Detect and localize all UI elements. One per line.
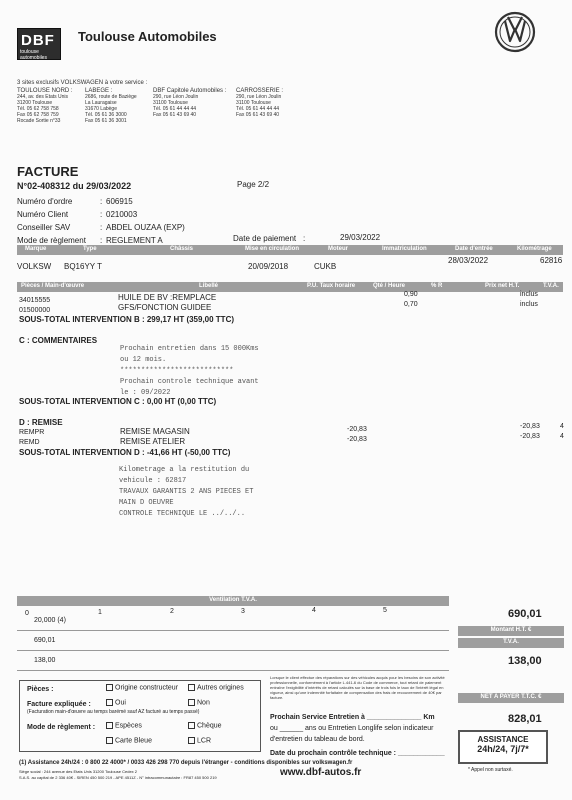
remise-tva: 4 4 — [560, 423, 564, 440]
remise-codes: REMPR REMD — [19, 429, 45, 446]
payment-date-value: 29/03/2022 — [340, 233, 381, 242]
tva-label-bar — [458, 638, 564, 648]
vehicle-mileage: 62816 — [540, 256, 563, 265]
vw-logo-icon — [494, 11, 536, 53]
invoice-fields-labels: Numéro d'ordre Numéro Client Conseiller SAV Mode de règlement — [17, 197, 86, 245]
remise-pu: -20,83 -20,83 — [347, 426, 367, 443]
footer-legal: S.A.S. au capital de 2 336 40€ - SIREN 450 500 219 - APE 4511Z - N° intracommunautaire : FR87 450 500 219 — [19, 775, 217, 780]
mode-label: Mode de règlement : — [27, 724, 96, 731]
invoice-number: N°02-408312 du 29/03/2022 — [17, 181, 132, 191]
item-qty: 0,90 — [404, 291, 418, 298]
ttc-value: 828,01 — [508, 713, 542, 725]
comments-title: C : COMMENTAIRES — [19, 336, 98, 345]
notes-text: Kilometrage a la restitution du vehicule : 62817 TRAVAUX GARANTIS 2 ANS PIECES ET MAIN D OEUVRE CONTROLE TECHNIQUE LE ../../.. — [119, 466, 254, 518]
footer-assistance: (1) Assistance 24h/24 : 0 800 22 4000* / 0033 426 298 770 depuis l'étranger - conditions disponibles sur volkswagen.fr — [19, 760, 353, 766]
comments-text: Prochain entretien dans 15 000Kms ou 12 mois. *************************** Prochain controle technique avant le : 09/2022 — [120, 345, 259, 397]
checkbox-icon — [106, 699, 113, 706]
vehicle-registration-date: 20/09/2018 — [248, 262, 289, 271]
vent-rate: 20,000 (4) — [34, 617, 66, 624]
footer-url[interactable]: www.dbf-autos.fr — [280, 767, 362, 778]
total-ht-label: Montant H.T. € — [490, 627, 532, 633]
invoice-fields-values: 606915 0210003 ABDEL OUZAA (EXP) REGLEMENT A — [106, 197, 185, 245]
checkbox-icon — [188, 699, 195, 706]
facture-oui-checkbox[interactable]: Oui — [106, 699, 126, 706]
assistance-note: * Appel non surtaxé. — [468, 767, 513, 773]
mode-lcr-checkbox[interactable]: LCR — [188, 737, 211, 744]
site-carrosserie: CARROSSERIE : 290, rue Léon Joulin 31100 Toulouse Tél. 05 61 44 44 44 Fax 05 61 43 69 40 — [236, 88, 284, 118]
sites-intro: 3 sites exclusifs VOLKSWAGEN à votre service : — [17, 80, 148, 86]
vent-col-2: 2 — [170, 608, 174, 615]
items-header: Pièces / Main-d'œuvre Libellé P.U. Taux horaire Qté / Heure % R Prix net H.T. T.V.A. — [17, 282, 563, 292]
vehicle-entry-date: 28/03/2022 — [448, 256, 489, 265]
vent-col-3: 3 — [241, 608, 245, 615]
pieces-autres-checkbox[interactable]: Autres origines — [188, 684, 244, 691]
total-ht-label-bar — [458, 626, 564, 636]
legal-text: Lorsque le client effectue des réparations sur des véhicules acquis pour les besoins de son activité professionnelle, conformément à l'article L.441-6 du Code de commerce, tout retard de paiement entraîne l'exigibilité d'intérêts de retard calculés sur la base de trois fois le taux de l'intérêt légal en vigueur, ainsi qu'une indemnité forfaitaire de compensation des frais de recouvrement de 40€ par facture. — [270, 675, 445, 700]
vehicle-engine: CUKB — [314, 262, 337, 271]
item-price: inclus — [520, 291, 538, 298]
facture-note: (Facturation main-d'œuvre au temps barémé sauf AZ facturé au temps passé) — [27, 709, 200, 715]
invoice-title: FACTURE — [17, 164, 79, 179]
checkbox-icon — [106, 684, 113, 691]
item-price: inclus — [520, 301, 538, 308]
checkbox-icon — [188, 722, 195, 729]
items-codes — [19, 296, 50, 316]
payment-date-sep: : — [303, 234, 306, 243]
dbf-logo: DBF toulouse automobiles — [17, 28, 61, 60]
site-labege: LABEGE : 2686, route de Baziège La Lauragaise 31670 Labège Tél. 05 61 36 3000 Fax 05 61 36 3001 — [85, 88, 137, 124]
vent-tva: 138,00 — [34, 657, 56, 664]
mode-cb-checkbox[interactable]: Carte Bleue — [106, 737, 152, 744]
remise-prices: -20,83 -20,83 — [520, 423, 540, 440]
ttc-label-bar — [458, 693, 564, 703]
item-label: HUILE DE BV :REMPLACE — [118, 293, 217, 302]
assistance-box — [458, 730, 548, 764]
vent-divider — [17, 650, 449, 651]
service-info: Prochain Service Entretien à ______________ Km ou ______ ans ou Entretien Longlife selon indicateur d'entretien du tableau de bord. Date du prochain contrôle technique : ____________ — [270, 714, 445, 757]
footer-siege: Siège social : 244 avenue des Etats Unis 31200 Toulouse Cedex 2 — [19, 769, 138, 774]
total-ht-value: 690,01 — [508, 608, 542, 620]
assistance-title: ASSISTANCE — [477, 735, 529, 744]
items-labels — [118, 293, 216, 313]
checkbox-icon — [106, 722, 113, 729]
pieces-origine-checkbox[interactable]: Origine constructeur — [106, 684, 178, 691]
item-code: 34015555 — [19, 297, 51, 304]
checkbox-icon — [188, 684, 195, 691]
vehicle-brand: VOLKSW — [17, 262, 52, 271]
vent-col-5: 5 — [383, 607, 387, 614]
vehicle-header: Marque Type Châssis Mise en circulation Moteur Immatriculation Date d'entrée Kilométrage — [17, 245, 563, 255]
site-nord: TOULOUSE NORD : 244, av. des Etats Unis 31200 Toulouse Tél. 05 62 758 758 Fax 05 62 758 759 Rocade Sortie n°33 — [17, 88, 73, 124]
vent-col-0: 0 — [25, 610, 29, 617]
assistance-hours: 24h/24, 7j/7* — [477, 744, 529, 754]
item-code: 01500000 — [19, 307, 51, 314]
remise-labels: REMISE MAGASIN REMISE ATELIER — [120, 427, 190, 446]
ventilation-header: Ventilation T.V.A. — [17, 596, 449, 606]
vent-base: 690,01 — [34, 637, 56, 644]
item-qty: 0,70 — [404, 301, 418, 308]
payment-date-label: Date de paiement — [233, 234, 297, 243]
vent-divider — [17, 670, 449, 671]
site-capitole: DBF Capitole Automobiles : 290, rue Léon Joulin 31100 Toulouse Tél. 05 61 44 44 44 Fax 05 61 43 69 40 — [153, 88, 227, 118]
vehicle-type: BQ16YY T — [64, 262, 102, 271]
pieces-label: Pièces : — [27, 686, 54, 693]
items-price — [520, 290, 538, 310]
page-number: Page 2/2 — [237, 180, 270, 189]
tva-label: T.V.A. — [503, 639, 519, 645]
checkbox-icon — [188, 737, 195, 744]
subtotal-d: SOUS-TOTAL INTERVENTION D : -41,66 HT (-50,00 TTC) — [19, 448, 231, 457]
vent-col-4: 4 — [312, 607, 316, 614]
mode-especes-checkbox[interactable]: Espèces — [106, 722, 142, 729]
item-label: GFS/FONCTION GUIDEE — [118, 303, 212, 312]
facture-label: Facture expliquée : — [27, 701, 91, 708]
vent-divider — [17, 630, 449, 631]
checkbox-icon — [106, 737, 113, 744]
remise-title: D : REMISE — [19, 418, 63, 427]
facture-non-checkbox[interactable]: Non — [188, 699, 210, 706]
mode-cheque-checkbox[interactable]: Chèque — [188, 722, 222, 729]
vent-col-1: 1 — [98, 609, 102, 616]
ttc-label: NET A PAYER T.T.C. € — [480, 694, 542, 700]
tva-value: 138,00 — [508, 655, 542, 667]
items-qty — [404, 290, 418, 310]
company-name: Toulouse Automobiles — [78, 29, 217, 44]
subtotal-c: SOUS-TOTAL INTERVENTION C : 0,00 HT (0,00 TTC) — [19, 397, 217, 406]
subtotal-b: SOUS-TOTAL INTERVENTION B : 299,17 HT (359,00 TTC) — [19, 315, 235, 324]
invoice-fields-sep: : : : : — [100, 197, 103, 245]
